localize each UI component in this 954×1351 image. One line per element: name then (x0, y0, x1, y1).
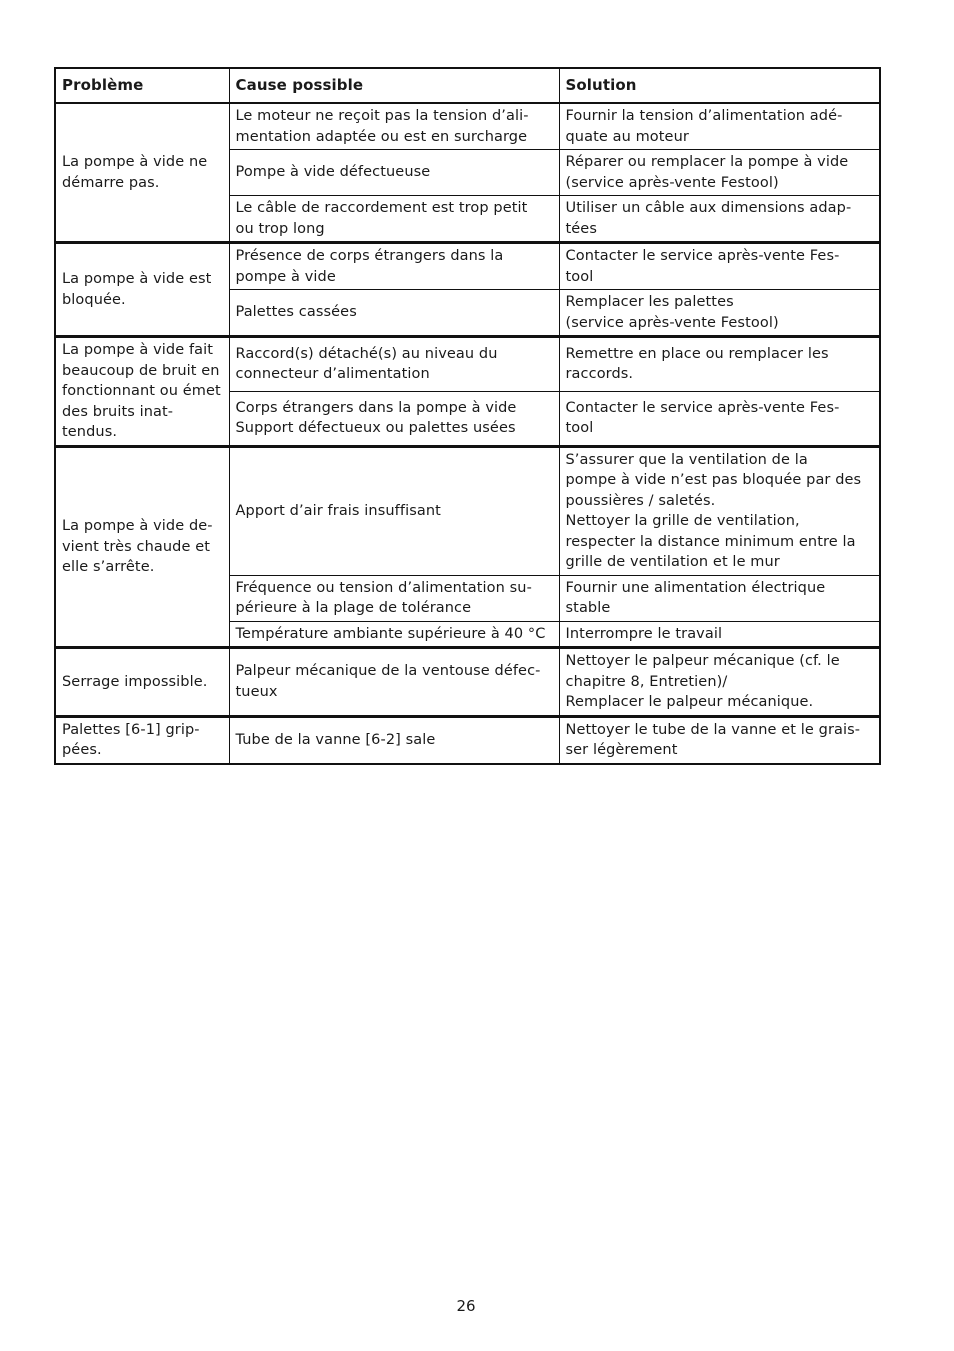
cause-cell (229, 716, 559, 764)
solution-line: Fournir la tension d’alimentation adé- (565, 108, 843, 124)
solution-line: (service après-vente Festool) (565, 174, 779, 191)
cause-cell (229, 648, 559, 717)
solution-line: Réparer ou remplacer la pompe à vide (565, 154, 849, 170)
cause-cell (229, 150, 559, 196)
header-problem: Problème (55, 68, 229, 103)
cause-cell (229, 575, 559, 621)
cause-line: Palpeur mécanique de la ventouse défec- (235, 663, 541, 680)
solution-cell (559, 716, 880, 764)
solution-line: Utiliser un câble aux dimensions adap- (565, 200, 852, 216)
table-row (55, 648, 880, 717)
cause-line: Support défectueux ou palettes usées (235, 420, 516, 437)
solution-cell (559, 196, 880, 243)
cause-line: Apport d’air frais insuffisant (235, 502, 441, 519)
table-row (55, 716, 880, 764)
solution-line: Contacter le service après-vente Fes- (565, 399, 840, 416)
solution-line: tool (565, 420, 594, 437)
cause-line: mentation adaptée ou est en surcharge (235, 128, 528, 145)
table-row (55, 337, 880, 392)
solution-cell (559, 391, 880, 446)
cause-cell (229, 103, 559, 150)
cause-cell (229, 621, 559, 648)
cause-cell (229, 391, 559, 446)
cause-line: Pompe à vide défectueuse (235, 164, 431, 181)
solution-line: Contacter le service après-vente Fes- (565, 248, 840, 264)
problem-cell: La pompe à vide est bloquée. (55, 243, 229, 337)
solution-line: Remplacer le palpeur mécanique. (565, 694, 814, 710)
problem-cell: La pompe à vide de-vient très chaude et elle s’arrête. (55, 446, 229, 648)
cause-line: Palettes cassées (235, 304, 357, 321)
cause-cell (229, 446, 559, 575)
solution-line: pompe à vide n’est pas bloquée par des (565, 472, 862, 488)
solution-line: Nettoyer le tube de la vanne et le grais- (565, 721, 861, 738)
solution-line: quate au moteur (565, 128, 689, 145)
problem-cell: Serrage impossible. (55, 648, 229, 717)
solution-cell (559, 150, 880, 196)
cause-cell (229, 290, 559, 337)
cause-line: connecteur d’alimentation (235, 366, 430, 383)
solution-line: Interrompre le travail (565, 625, 723, 642)
solution-cell (559, 243, 880, 290)
cause-line: pompe à vide (235, 268, 336, 285)
solution-cell (559, 290, 880, 337)
cause-line: ou trop long (235, 220, 325, 237)
table-header-row (55, 68, 880, 103)
cause-cell (229, 243, 559, 290)
solution-cell (559, 103, 880, 150)
solution-line: Remettre en place ou remplacer les (565, 345, 829, 362)
cause-line: Présence de corps étrangers dans la (235, 248, 504, 264)
solution-line: ser légèrement (565, 742, 678, 758)
cause-line: Corps étrangers dans la pompe à vide (235, 399, 517, 416)
troubleshooting-table (54, 67, 881, 765)
cause-line: Tube de la vanne [6-2] sale (235, 731, 436, 748)
solution-line: poussières / saletés. (565, 492, 716, 509)
solution-cell (559, 648, 880, 717)
solution-line: Nettoyer la grille de ventilation, (565, 513, 800, 529)
solution-cell (559, 337, 880, 392)
solution-line: Fournir une alimentation électrique (565, 579, 826, 596)
cause-line: tueux (235, 683, 278, 700)
solution-line: (service après-vente Festool) (565, 314, 779, 331)
solution-cell (559, 446, 880, 575)
cause-line: Le moteur ne reçoit pas la tension d’ali- (235, 108, 529, 124)
cause-cell (229, 196, 559, 243)
cause-cell (229, 337, 559, 392)
solution-line: tées (565, 220, 597, 237)
header-cause: Cause possible (229, 68, 559, 103)
solution-line: Nettoyer le palpeur mécanique (cf. le (565, 653, 840, 669)
solution-line: S’assurer que la ventilation de la (565, 451, 808, 468)
problem-cell: Palettes [6-1] grip-pées. (55, 716, 229, 764)
solution-line: grille de ventilation et le mur (565, 554, 780, 570)
solution-line: raccords. (565, 366, 634, 383)
solution-line: respecter la distance minimum entre la (565, 533, 856, 550)
page-number: 26 (456, 1297, 476, 1315)
table-row (55, 103, 880, 150)
table-row (55, 446, 880, 575)
solution-line: Remplacer les palettes (565, 294, 734, 310)
problem-cell: La pompe à vide fait beaucoup de bruit en fonctionnant ou émet des bruits inat-tendus. (55, 337, 229, 447)
solution-line: chapitre 8, Entretien)/ (565, 673, 728, 690)
cause-line: Le câble de raccordement est trop petit (235, 200, 528, 216)
cause-line: Température ambiante supérieure à 40 °C (235, 625, 546, 642)
table-row (55, 243, 880, 290)
problem-cell: La pompe à vide ne démarre pas. (55, 103, 229, 243)
solution-line: tool (565, 268, 594, 285)
cause-line: périeure à la plage de tolérance (235, 600, 472, 616)
solution-cell (559, 621, 880, 648)
solution-line: stable (565, 600, 611, 616)
cause-line: Fréquence ou tension d’alimentation su- (235, 579, 532, 596)
table-body (55, 103, 880, 764)
solution-cell (559, 575, 880, 621)
cause-line: Raccord(s) détaché(s) au niveau du (235, 345, 498, 362)
header-solution: Solution (559, 68, 880, 103)
